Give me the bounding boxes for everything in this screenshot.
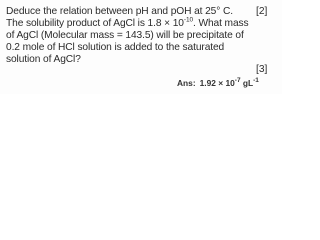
question-card: [0, 0, 282, 94]
question-part2-line1: [6, 18, 249, 30]
question-part2-line1-exp: -10: [183, 16, 193, 24]
answer-value-exp: -7: [234, 77, 241, 85]
question-part1-text: Deduce the relation between pH and pOH at 25° C.: [6, 6, 233, 17]
marks-part2: [3]: [256, 64, 268, 75]
question-part2-line1-a: The solubility product of AgCl is 1.8 × 10: [6, 18, 184, 29]
answer-unit-exp: -1: [253, 77, 259, 85]
answer-value: 1.92 × 10: [199, 78, 235, 88]
question-part2-line3: 0.2 mole of HCl solution is added to the saturated: [6, 42, 225, 53]
answer-unit: gL: [242, 78, 254, 88]
answer-line: [177, 78, 259, 88]
question-part2-line2: of AgCl (Molecular mass = 143.5) will be precipitate of: [6, 30, 244, 41]
answer-label: Ans:: [177, 78, 196, 88]
question-part2-line1-b: . What mass: [192, 18, 249, 29]
question-part2-line4: solution of AgCl?: [6, 54, 81, 65]
marks-part1: [2]: [256, 6, 268, 17]
